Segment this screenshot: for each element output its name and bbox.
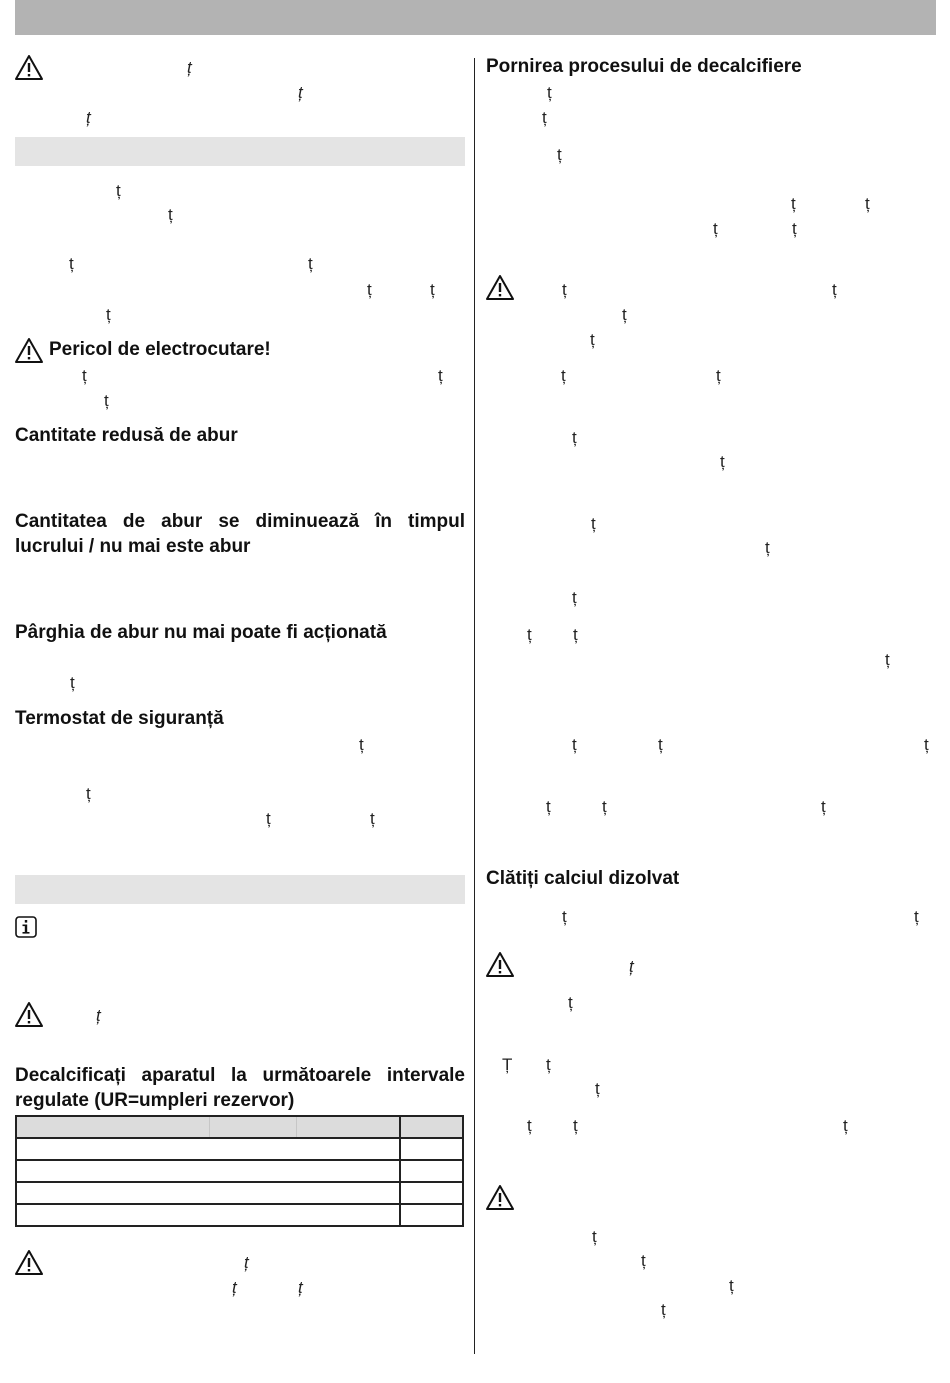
- text-fragment: ț: [562, 280, 567, 299]
- heading-steam-decreases: Cantitatea de abur se diminuează în timpul lucrului / nu mai este abur: [15, 511, 465, 557]
- text-fragment: ț: [924, 735, 929, 754]
- text-fragment: ț: [562, 907, 567, 926]
- text-fragment: ț: [298, 83, 303, 102]
- warning-icon: [14, 1249, 44, 1277]
- text-fragment: ț: [438, 366, 443, 385]
- text-fragment: ț: [86, 784, 91, 803]
- text-fragment: ț: [843, 1116, 848, 1135]
- section-band: [15, 137, 465, 166]
- text-fragment: ț: [720, 452, 725, 471]
- text-fragment: ț: [86, 108, 91, 127]
- text-fragment: ț: [542, 108, 547, 127]
- text-fragment: ț: [821, 797, 826, 816]
- top-header-bar: [15, 0, 936, 35]
- text-fragment: ț: [573, 1116, 578, 1135]
- column-divider: [474, 58, 475, 1354]
- text-fragment: ț: [430, 280, 435, 299]
- table-cell: [400, 1204, 463, 1226]
- text-fragment: ț: [106, 305, 111, 324]
- text-fragment: ț: [359, 735, 364, 754]
- table-row: [16, 1182, 463, 1204]
- text-fragment: ț: [572, 735, 577, 754]
- text-fragment: ț: [298, 1278, 303, 1297]
- text-fragment: ț: [573, 625, 578, 644]
- text-fragment: ț: [592, 1227, 597, 1246]
- text-fragment: ț: [832, 280, 837, 299]
- warning-icon: [14, 1001, 44, 1029]
- text-fragment: ț: [82, 366, 87, 385]
- text-fragment: ț: [602, 797, 607, 816]
- table-cell: [16, 1160, 400, 1182]
- heading-descale-intervals: Decalcificați aparatul la următoarele intervale regulate (UR=umpleri rezervor): [15, 1065, 465, 1111]
- text-fragment: ț: [792, 219, 797, 238]
- text-fragment: ț: [765, 538, 770, 557]
- text-fragment: ț: [116, 181, 121, 200]
- text-fragment: ț: [713, 219, 718, 238]
- text-fragment: ț: [232, 1278, 237, 1297]
- text-fragment: ț: [661, 1300, 666, 1319]
- text-fragment: ț: [557, 145, 562, 164]
- table-header-cell: [400, 1116, 463, 1138]
- text-fragment: ț: [572, 588, 577, 607]
- text-fragment: ț: [244, 1253, 249, 1272]
- table-cell: [400, 1160, 463, 1182]
- text-fragment: ț: [527, 1116, 532, 1135]
- table-header-cell: [16, 1116, 209, 1138]
- text-fragment: ț: [591, 514, 596, 533]
- text-fragment: ț: [629, 957, 634, 976]
- text-fragment: ț: [595, 1079, 600, 1098]
- table-row: [16, 1160, 463, 1182]
- text-fragment: ț: [568, 993, 573, 1012]
- table-cell: [400, 1182, 463, 1204]
- text-fragment: ț: [572, 428, 577, 447]
- text-fragment: ț: [104, 391, 109, 410]
- text-fragment: ț: [590, 330, 595, 349]
- heading-steam-lever: Pârghia de abur nu mai poate fi acționată: [15, 622, 387, 643]
- text-fragment: ț: [96, 1006, 101, 1025]
- text-fragment: ț: [641, 1251, 646, 1270]
- section-band: [15, 875, 465, 904]
- warning-icon: [485, 274, 515, 302]
- table-row: [16, 1204, 463, 1226]
- heading-start-descaling: Pornirea procesului de decalcifiere: [486, 56, 802, 77]
- table-header-cell: [209, 1116, 296, 1138]
- heading-rinse: Clătiți calciul dizolvat: [486, 868, 680, 889]
- warning-icon: [14, 337, 44, 365]
- text-fragment: ț: [791, 194, 796, 213]
- warning-icon: [485, 1184, 515, 1212]
- text-fragment: ț: [370, 809, 375, 828]
- text-fragment: ț: [69, 254, 74, 273]
- table-header-cell: [296, 1116, 400, 1138]
- text-fragment: ț: [865, 194, 870, 213]
- text-fragment: Ț: [502, 1055, 513, 1074]
- text-fragment: ț: [168, 205, 173, 224]
- descaling-interval-table: [15, 1115, 464, 1227]
- text-fragment: ț: [622, 305, 627, 324]
- text-fragment: ț: [914, 907, 919, 926]
- table-cell: [16, 1138, 400, 1160]
- text-fragment: ț: [546, 1055, 551, 1074]
- text-fragment: ț: [547, 83, 552, 102]
- table-cell: [16, 1204, 400, 1226]
- table-header-row: [16, 1116, 463, 1138]
- text-fragment: ț: [266, 809, 271, 828]
- heading-electrocution: Pericol de electrocutare!: [49, 339, 271, 360]
- text-fragment: ț: [308, 254, 313, 273]
- text-fragment: ț: [729, 1276, 734, 1295]
- text-fragment: ț: [187, 58, 192, 77]
- text-fragment: ț: [716, 366, 721, 385]
- warning-icon: [14, 54, 44, 82]
- text-fragment: ț: [70, 673, 75, 692]
- warning-icon: [485, 951, 515, 979]
- text-fragment: ț: [527, 625, 532, 644]
- table-cell: [16, 1182, 400, 1204]
- table-row: [16, 1138, 463, 1160]
- text-fragment: ț: [885, 650, 890, 669]
- info-icon: [15, 916, 37, 938]
- text-fragment: ț: [546, 797, 551, 816]
- table-cell: [400, 1138, 463, 1160]
- text-fragment: ț: [367, 280, 372, 299]
- text-fragment: ț: [658, 735, 663, 754]
- text-fragment: ț: [561, 366, 566, 385]
- heading-thermostat: Termostat de siguranță: [15, 708, 224, 729]
- heading-low-steam: Cantitate redusă de abur: [15, 425, 238, 446]
